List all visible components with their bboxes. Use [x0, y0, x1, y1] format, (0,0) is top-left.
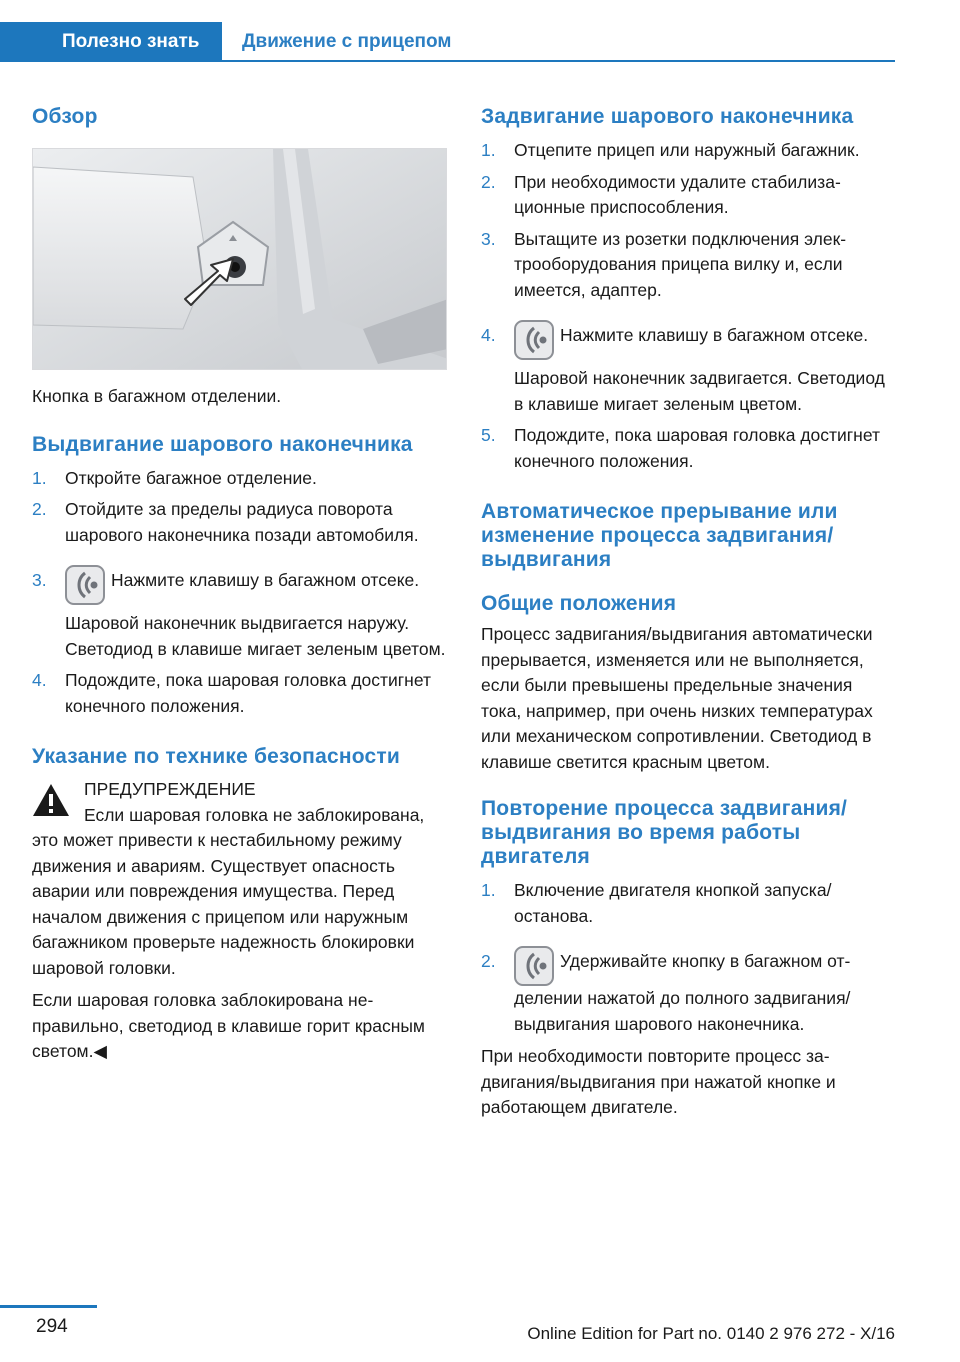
- footer-rule: [0, 1305, 97, 1308]
- extend-steps: [32, 466, 447, 720]
- general-heading: Общие положения: [481, 592, 677, 615]
- step-text: При необходимости удалите стабилизационные приспособления.: [514, 171, 841, 217]
- header-chapter-tab[interactable]: Движение с прицепом: [242, 31, 452, 52]
- step-text: Нажмите клавишу в багажном отсеке.: [560, 325, 869, 345]
- list-item: [481, 949, 895, 1037]
- retract-steps: [481, 138, 895, 474]
- list-number: 5.: [481, 425, 496, 445]
- repeat-heading: Повторение процесса задвигания/ выдвигания во время работы двигателя: [481, 797, 848, 868]
- step-text: Отцепите прицеп или наружный багажник.: [514, 140, 860, 160]
- list-number: 1.: [481, 880, 496, 900]
- overview-heading: Обзор: [32, 105, 98, 128]
- warning-text-2: Если шаровая головка заблокирована неправильно, светодиод в клавише горит красным светом.◀: [32, 990, 425, 1061]
- list-item: [32, 466, 447, 492]
- step-text: Нажмите клавишу в багажном отсеке.: [111, 570, 420, 590]
- figure-caption: Кнопка в багажном отделении.: [32, 386, 282, 406]
- warning-block: [32, 777, 447, 803]
- step-text: Подождите, пока шаровая головка достигнет конечного положения.: [514, 425, 881, 471]
- step-text: Удерживайте кнопку в багажном отделении нажатой до полного задвигания/ выдвигания шарового наконечника.: [514, 951, 851, 1034]
- trunk-button-figure: [32, 148, 447, 370]
- repeat-steps: [481, 878, 895, 1037]
- list-number: 4.: [32, 670, 47, 690]
- step-text: Отойдите за пределы радиуса поворота шарового наконечника позади автомобиля.: [65, 499, 419, 545]
- list-item: [481, 323, 895, 417]
- list-item: [32, 497, 447, 548]
- list-item: [32, 668, 447, 719]
- list-number: 4.: [481, 325, 496, 345]
- step-note: Шаровой наконечник задвигается. Светодиод в клавише мигает зеленым цветом.: [514, 368, 885, 414]
- page-header: [0, 22, 895, 62]
- header-rule: [222, 60, 895, 62]
- list-number: 2.: [481, 171, 496, 192]
- list-item: [481, 138, 895, 164]
- trunk-button-icon: [65, 565, 105, 605]
- right-column: [481, 100, 895, 1121]
- step-text: Подождите, пока шаровая головка достигнет конечного положения.: [65, 670, 432, 716]
- step-text: Вытащите из розетки подключения электрооборудования прицепа вилку и, если имеется, адаптер.: [514, 228, 847, 300]
- list-number: 3.: [481, 228, 496, 249]
- warning-label: ПРЕДУПРЕЖДЕНИЕ: [84, 779, 256, 799]
- step-note: Шаровой наконечник выдвигается наружу. Светодиод в клавише мигает зеленым цветом.: [65, 613, 446, 659]
- auto-heading: Автоматическое прерывание или изменение процесса задвигания/ выдвигания: [481, 500, 838, 571]
- footer-edition: Online Edition for Part no. 0140 2 976 272 - X/16: [527, 1324, 895, 1343]
- list-number: 3.: [32, 570, 47, 590]
- list-item: [32, 568, 447, 662]
- list-number: 2.: [481, 951, 496, 971]
- header-section-tab[interactable]: Полезно знать: [0, 22, 222, 62]
- trunk-button-icon: [514, 946, 554, 986]
- repeat-text: При необходимости повторите процесс задвигания/выдвигания при нажатой кнопке и работающем двигателе.: [481, 1046, 836, 1117]
- list-item: [481, 227, 895, 304]
- trunk-panel-illustration: [33, 149, 447, 370]
- warning-text: Если шаровая головка не заблокирована, это может привести к нестабильному режиму движения и авариям. Существует опасность аварии или повреждения имущества. Перед началом движения с прицепом или наружным багажником проверьте надежность блокировки шаровой головки.: [32, 804, 425, 978]
- left-column: [32, 100, 447, 1065]
- extend-heading: Выдвигание шарового наконечника: [32, 432, 413, 456]
- list-number: 1.: [481, 140, 496, 160]
- list-number: 1.: [32, 467, 47, 488]
- page-number: 294: [36, 1316, 68, 1337]
- list-number: 2.: [32, 499, 47, 519]
- step-text: Включение двигателя кнопкой запуска/ останова.: [514, 880, 832, 926]
- list-item: [481, 878, 895, 929]
- trunk-button-icon: [514, 320, 554, 360]
- step-text: Откройте багажное отделение.: [65, 467, 317, 488]
- safety-heading: Указание по технике безопасности: [32, 745, 400, 768]
- list-item: [481, 423, 895, 474]
- list-item: [481, 170, 895, 221]
- warning-icon: [32, 783, 70, 817]
- retract-heading: Задвигание шарового наконечника: [481, 105, 854, 128]
- general-text: Процесс задвигания/выдвигания автоматически прерывается, изменяется или не выполняется, если были превышены предельные значения тока, например, при очень низких температурах или механическом сопротивлении. Светодиод в клавише светится красным цветом.: [481, 624, 873, 772]
